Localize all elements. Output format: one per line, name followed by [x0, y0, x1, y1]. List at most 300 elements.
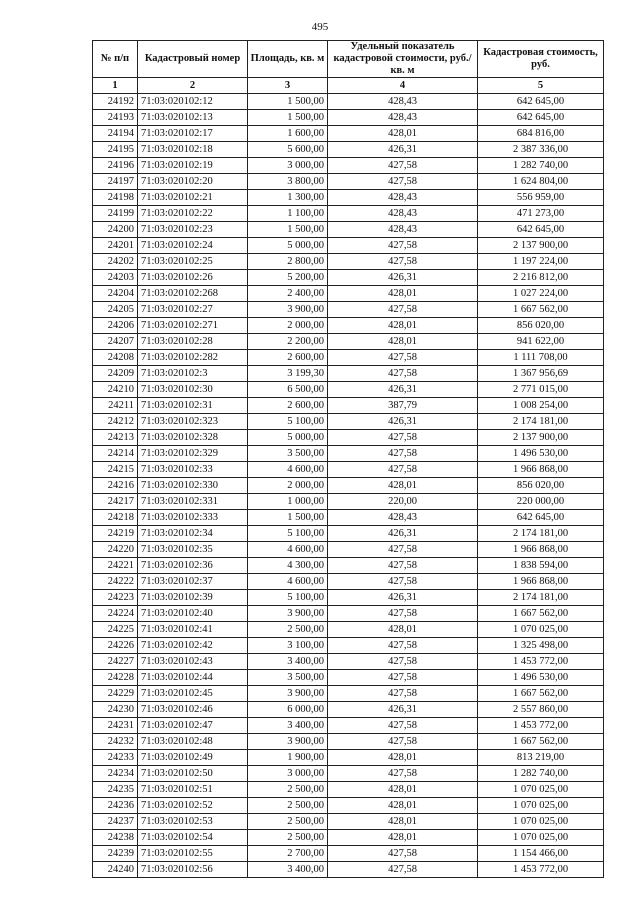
row-index-cell: 24223 — [93, 590, 138, 606]
row-index-cell: 24228 — [93, 670, 138, 686]
cadastral-number-cell: 71:03:020102:35 — [138, 542, 248, 558]
unit-value-cell: 427,58 — [328, 158, 478, 174]
cadastral-number-cell: 71:03:020102:39 — [138, 590, 248, 606]
area-cell: 5 000,00 — [248, 238, 328, 254]
cadastral-value-cell: 1 070 025,00 — [478, 798, 604, 814]
area-cell: 3 500,00 — [248, 670, 328, 686]
cadastral-value-cell: 1 070 025,00 — [478, 814, 604, 830]
unit-value-cell: 428,01 — [328, 750, 478, 766]
unit-value-cell: 426,31 — [328, 590, 478, 606]
cadastral-number-cell: 71:03:020102:55 — [138, 846, 248, 862]
cadastral-value-cell: 2 387 336,00 — [478, 142, 604, 158]
table-row — [93, 142, 604, 158]
cadastral-number-cell: 71:03:020102:12 — [138, 94, 248, 110]
row-index-cell: 24207 — [93, 334, 138, 350]
row-index-cell: 24227 — [93, 654, 138, 670]
column-number: 3 — [248, 78, 328, 94]
unit-value-cell: 426,31 — [328, 414, 478, 430]
unit-value-cell: 428,01 — [328, 318, 478, 334]
area-cell: 2 200,00 — [248, 334, 328, 350]
table-row — [93, 270, 604, 286]
area-cell: 4 600,00 — [248, 574, 328, 590]
cadastral-number-cell: 71:03:020102:40 — [138, 606, 248, 622]
table-row — [93, 222, 604, 238]
row-index-cell: 24237 — [93, 814, 138, 830]
cadastral-value-cell: 1 496 530,00 — [478, 446, 604, 462]
row-index-cell: 24233 — [93, 750, 138, 766]
cadastral-value-cell: 642 645,00 — [478, 222, 604, 238]
cadastral-value-cell: 1 325 498,00 — [478, 638, 604, 654]
row-index-cell: 24206 — [93, 318, 138, 334]
cadastral-value-cell: 2 174 181,00 — [478, 414, 604, 430]
table-row — [93, 318, 604, 334]
cadastral-number-cell: 71:03:020102:47 — [138, 718, 248, 734]
table-row — [93, 286, 604, 302]
table-row — [93, 478, 604, 494]
cadastral-number-cell: 71:03:020102:54 — [138, 830, 248, 846]
area-cell: 2 000,00 — [248, 478, 328, 494]
row-index-cell: 24209 — [93, 366, 138, 382]
table-row — [93, 382, 604, 398]
cadastral-number-cell: 71:03:020102:333 — [138, 510, 248, 526]
row-index-cell: 24199 — [93, 206, 138, 222]
cadastral-value-cell: 2 216 812,00 — [478, 270, 604, 286]
unit-value-cell: 427,58 — [328, 350, 478, 366]
table-row — [93, 574, 604, 590]
unit-value-cell: 428,01 — [328, 830, 478, 846]
cadastral-value-cell: 1 197 224,00 — [478, 254, 604, 270]
table-row — [93, 446, 604, 462]
table-row — [93, 430, 604, 446]
table-row — [93, 414, 604, 430]
cadastral-number-cell: 71:03:020102:49 — [138, 750, 248, 766]
cadastral-value-cell: 856 020,00 — [478, 478, 604, 494]
unit-value-cell: 428,43 — [328, 206, 478, 222]
area-cell: 1 500,00 — [248, 94, 328, 110]
area-cell: 2 500,00 — [248, 814, 328, 830]
unit-value-cell: 428,01 — [328, 622, 478, 638]
cadastral-value-cell: 941 622,00 — [478, 334, 604, 350]
unit-value-cell: 428,01 — [328, 814, 478, 830]
area-cell: 1 500,00 — [248, 222, 328, 238]
unit-value-cell: 428,43 — [328, 94, 478, 110]
cadastral-value-cell: 1 111 708,00 — [478, 350, 604, 366]
unit-value-cell: 428,01 — [328, 782, 478, 798]
row-index-cell: 24240 — [93, 862, 138, 878]
header-index: № п/п — [93, 41, 138, 78]
cadastral-number-cell: 71:03:020102:45 — [138, 686, 248, 702]
cadastral-value-cell: 471 273,00 — [478, 206, 604, 222]
area-cell: 3 000,00 — [248, 158, 328, 174]
cadastral-number-cell: 71:03:020102:33 — [138, 462, 248, 478]
cadastral-number-cell: 71:03:020102:21 — [138, 190, 248, 206]
unit-value-cell: 427,58 — [328, 638, 478, 654]
unit-value-cell: 428,43 — [328, 110, 478, 126]
area-cell: 1 300,00 — [248, 190, 328, 206]
area-cell: 2 400,00 — [248, 286, 328, 302]
column-number: 4 — [328, 78, 478, 94]
cadastral-value-cell: 1 624 804,00 — [478, 174, 604, 190]
cadastral-number-cell: 71:03:020102:282 — [138, 350, 248, 366]
row-index-cell: 24195 — [93, 142, 138, 158]
table-row — [93, 766, 604, 782]
area-cell: 3 900,00 — [248, 606, 328, 622]
table-row — [93, 670, 604, 686]
area-cell: 1 500,00 — [248, 510, 328, 526]
row-index-cell: 24239 — [93, 846, 138, 862]
row-index-cell: 24231 — [93, 718, 138, 734]
column-number: 1 — [93, 78, 138, 94]
area-cell: 4 600,00 — [248, 462, 328, 478]
area-cell: 1 500,00 — [248, 110, 328, 126]
table-row — [93, 750, 604, 766]
area-cell: 2 600,00 — [248, 350, 328, 366]
unit-value-cell: 427,58 — [328, 670, 478, 686]
area-cell: 3 400,00 — [248, 862, 328, 878]
cadastral-number-cell: 71:03:020102:50 — [138, 766, 248, 782]
row-index-cell: 24234 — [93, 766, 138, 782]
row-index-cell: 24200 — [93, 222, 138, 238]
unit-value-cell: 428,01 — [328, 286, 478, 302]
area-cell: 3 400,00 — [248, 718, 328, 734]
table-row — [93, 622, 604, 638]
table-row — [93, 718, 604, 734]
cadastral-number-cell: 71:03:020102:56 — [138, 862, 248, 878]
area-cell: 1 000,00 — [248, 494, 328, 510]
cadastral-number-cell: 71:03:020102:26 — [138, 270, 248, 286]
unit-value-cell: 427,58 — [328, 174, 478, 190]
table-row — [93, 638, 604, 654]
table-row — [93, 798, 604, 814]
unit-value-cell: 427,58 — [328, 238, 478, 254]
unit-value-cell: 428,43 — [328, 222, 478, 238]
row-index-cell: 24213 — [93, 430, 138, 446]
row-index-cell: 24212 — [93, 414, 138, 430]
row-index-cell: 24232 — [93, 734, 138, 750]
cadastral-value-cell: 1 966 868,00 — [478, 462, 604, 478]
row-index-cell: 24214 — [93, 446, 138, 462]
unit-value-cell: 427,58 — [328, 574, 478, 590]
cadastral-number-cell: 71:03:020102:20 — [138, 174, 248, 190]
unit-value-cell: 427,58 — [328, 846, 478, 862]
area-cell: 5 600,00 — [248, 142, 328, 158]
row-index-cell: 24238 — [93, 830, 138, 846]
table-row — [93, 398, 604, 414]
table-row — [93, 814, 604, 830]
area-cell: 3 000,00 — [248, 766, 328, 782]
cadastral-value-cell: 1 453 772,00 — [478, 862, 604, 878]
table-row — [93, 846, 604, 862]
table-row — [93, 158, 604, 174]
area-cell: 3 900,00 — [248, 734, 328, 750]
cadastral-number-cell: 71:03:020102:36 — [138, 558, 248, 574]
unit-value-cell: 428,01 — [328, 478, 478, 494]
cadastral-number-cell: 71:03:020102:23 — [138, 222, 248, 238]
cadastral-number-cell: 71:03:020102:323 — [138, 414, 248, 430]
area-cell: 2 500,00 — [248, 798, 328, 814]
cadastral-number-cell: 71:03:020102:331 — [138, 494, 248, 510]
unit-value-cell: 427,58 — [328, 654, 478, 670]
row-index-cell: 24205 — [93, 302, 138, 318]
area-cell: 6 500,00 — [248, 382, 328, 398]
cadastral-value-cell: 1 453 772,00 — [478, 654, 604, 670]
area-cell: 3 800,00 — [248, 174, 328, 190]
cadastral-value-cell: 1 667 562,00 — [478, 302, 604, 318]
table-row — [93, 686, 604, 702]
area-cell: 5 100,00 — [248, 526, 328, 542]
cadastral-number-cell: 71:03:020102:43 — [138, 654, 248, 670]
area-cell: 1 100,00 — [248, 206, 328, 222]
cadastral-value-cell: 813 219,00 — [478, 750, 604, 766]
cadastral-value-cell: 2 174 181,00 — [478, 526, 604, 542]
cadastral-value-cell: 642 645,00 — [478, 510, 604, 526]
row-index-cell: 24198 — [93, 190, 138, 206]
cadastral-value-cell: 642 645,00 — [478, 110, 604, 126]
cadastral-value-cell: 856 020,00 — [478, 318, 604, 334]
table-row — [93, 734, 604, 750]
row-index-cell: 24220 — [93, 542, 138, 558]
unit-value-cell: 427,58 — [328, 462, 478, 478]
table-row — [93, 494, 604, 510]
unit-value-cell: 427,58 — [328, 430, 478, 446]
area-cell: 2 600,00 — [248, 398, 328, 414]
cadastral-value-cell: 1 070 025,00 — [478, 782, 604, 798]
column-number: 2 — [138, 78, 248, 94]
cadastral-value-cell: 2 137 900,00 — [478, 430, 604, 446]
row-index-cell: 24208 — [93, 350, 138, 366]
area-cell: 3 900,00 — [248, 302, 328, 318]
cadastral-number-cell: 71:03:020102:28 — [138, 334, 248, 350]
cadastral-value-cell: 2 771 015,00 — [478, 382, 604, 398]
unit-value-cell: 427,58 — [328, 734, 478, 750]
cadastral-value-cell: 1 282 740,00 — [478, 158, 604, 174]
area-cell: 3 100,00 — [248, 638, 328, 654]
cadastral-value-cell: 2 557 860,00 — [478, 702, 604, 718]
row-index-cell: 24192 — [93, 94, 138, 110]
table-row — [93, 702, 604, 718]
row-index-cell: 24229 — [93, 686, 138, 702]
area-cell: 2 800,00 — [248, 254, 328, 270]
row-index-cell: 24216 — [93, 478, 138, 494]
row-index-cell: 24224 — [93, 606, 138, 622]
cadastral-number-cell: 71:03:020102:30 — [138, 382, 248, 398]
table-row — [93, 254, 604, 270]
unit-value-cell: 427,58 — [328, 606, 478, 622]
unit-value-cell: 387,79 — [328, 398, 478, 414]
cadastral-value-cell: 1 667 562,00 — [478, 606, 604, 622]
table-row — [93, 558, 604, 574]
row-index-cell: 24218 — [93, 510, 138, 526]
unit-value-cell: 427,58 — [328, 686, 478, 702]
area-cell: 2 500,00 — [248, 622, 328, 638]
area-cell: 3 400,00 — [248, 654, 328, 670]
row-index-cell: 24193 — [93, 110, 138, 126]
header-unit-value: Удельный показатель кадастровой стоимости, руб./кв. м — [328, 41, 478, 78]
cadastral-number-cell: 71:03:020102:52 — [138, 798, 248, 814]
cadastral-value-cell: 1 282 740,00 — [478, 766, 604, 782]
cadastral-number-cell: 71:03:020102:41 — [138, 622, 248, 638]
column-number: 5 — [478, 78, 604, 94]
unit-value-cell: 426,31 — [328, 382, 478, 398]
table-row — [93, 334, 604, 350]
area-cell: 5 000,00 — [248, 430, 328, 446]
cadastral-value-cell: 1 027 224,00 — [478, 286, 604, 302]
cadastral-number-cell: 71:03:020102:328 — [138, 430, 248, 446]
cadastral-value-cell: 1 838 594,00 — [478, 558, 604, 574]
cadastral-value-cell: 2 137 900,00 — [478, 238, 604, 254]
cadastral-number-cell: 71:03:020102:34 — [138, 526, 248, 542]
cadastral-number-cell: 71:03:020102:27 — [138, 302, 248, 318]
cadastral-number-cell: 71:03:020102:19 — [138, 158, 248, 174]
cadastral-value-cell: 1 154 466,00 — [478, 846, 604, 862]
unit-value-cell: 428,01 — [328, 334, 478, 350]
unit-value-cell: 428,01 — [328, 798, 478, 814]
area-cell: 2 500,00 — [248, 830, 328, 846]
header-cadastral-number: Кадастровый номер — [138, 41, 248, 78]
cadastral-value-cell: 684 816,00 — [478, 126, 604, 142]
column-number-row — [93, 78, 604, 94]
unit-value-cell: 427,58 — [328, 766, 478, 782]
cadastral-number-cell: 71:03:020102:44 — [138, 670, 248, 686]
area-cell: 1 600,00 — [248, 126, 328, 142]
cadastral-number-cell: 71:03:020102:3 — [138, 366, 248, 382]
cadastral-value-cell: 556 959,00 — [478, 190, 604, 206]
cadastral-number-cell: 71:03:020102:22 — [138, 206, 248, 222]
area-cell: 5 100,00 — [248, 414, 328, 430]
unit-value-cell: 220,00 — [328, 494, 478, 510]
cadastral-value-cell: 642 645,00 — [478, 94, 604, 110]
cadastral-number-cell: 71:03:020102:31 — [138, 398, 248, 414]
cadastral-number-cell: 71:03:020102:17 — [138, 126, 248, 142]
cadastral-number-cell: 71:03:020102:13 — [138, 110, 248, 126]
table-row — [93, 510, 604, 526]
table-row — [93, 782, 604, 798]
area-cell: 2 500,00 — [248, 782, 328, 798]
row-index-cell: 24217 — [93, 494, 138, 510]
table-row — [93, 94, 604, 110]
cadastral-number-cell: 71:03:020102:330 — [138, 478, 248, 494]
cadastral-number-cell: 71:03:020102:46 — [138, 702, 248, 718]
table-row — [93, 654, 604, 670]
row-index-cell: 24203 — [93, 270, 138, 286]
cadastral-value-cell: 1 070 025,00 — [478, 622, 604, 638]
row-index-cell: 24201 — [93, 238, 138, 254]
table-row — [93, 366, 604, 382]
cadastral-number-cell: 71:03:020102:25 — [138, 254, 248, 270]
row-index-cell: 24222 — [93, 574, 138, 590]
cadastral-value-cell: 1 966 868,00 — [478, 574, 604, 590]
unit-value-cell: 426,31 — [328, 270, 478, 286]
unit-value-cell: 427,58 — [328, 366, 478, 382]
cadastral-value-cell: 1 966 868,00 — [478, 542, 604, 558]
table-row — [93, 606, 604, 622]
row-index-cell: 24197 — [93, 174, 138, 190]
cadastral-value-cell: 1 008 254,00 — [478, 398, 604, 414]
unit-value-cell: 427,58 — [328, 558, 478, 574]
unit-value-cell: 427,58 — [328, 254, 478, 270]
table-row — [93, 190, 604, 206]
cadastral-number-cell: 71:03:020102:48 — [138, 734, 248, 750]
cadastral-number-cell: 71:03:020102:53 — [138, 814, 248, 830]
area-cell: 3 900,00 — [248, 686, 328, 702]
page-number: 495 — [311, 21, 329, 33]
cadastral-value-cell: 1 070 025,00 — [478, 830, 604, 846]
area-cell: 3 199,30 — [248, 366, 328, 382]
table-row — [93, 206, 604, 222]
area-cell: 3 500,00 — [248, 446, 328, 462]
area-cell: 5 200,00 — [248, 270, 328, 286]
unit-value-cell: 427,58 — [328, 302, 478, 318]
cadastral-value-cell: 220 000,00 — [478, 494, 604, 510]
table-row — [93, 862, 604, 878]
cadastral-number-cell: 71:03:020102:37 — [138, 574, 248, 590]
row-index-cell: 24196 — [93, 158, 138, 174]
unit-value-cell: 428,43 — [328, 190, 478, 206]
table-row — [93, 830, 604, 846]
area-cell: 5 100,00 — [248, 590, 328, 606]
unit-value-cell: 427,58 — [328, 446, 478, 462]
row-index-cell: 24226 — [93, 638, 138, 654]
area-cell: 6 000,00 — [248, 702, 328, 718]
row-index-cell: 24230 — [93, 702, 138, 718]
row-index-cell: 24194 — [93, 126, 138, 142]
area-cell: 2 700,00 — [248, 846, 328, 862]
table-row — [93, 302, 604, 318]
unit-value-cell: 426,31 — [328, 526, 478, 542]
cadastral-value-cell: 1 496 530,00 — [478, 670, 604, 686]
unit-value-cell: 428,01 — [328, 126, 478, 142]
row-index-cell: 24211 — [93, 398, 138, 414]
row-index-cell: 24210 — [93, 382, 138, 398]
cadastral-number-cell: 71:03:020102:24 — [138, 238, 248, 254]
cadastral-number-cell: 71:03:020102:271 — [138, 318, 248, 334]
row-index-cell: 24204 — [93, 286, 138, 302]
table-row — [93, 350, 604, 366]
unit-value-cell: 427,58 — [328, 718, 478, 734]
cadastral-number-cell: 71:03:020102:18 — [138, 142, 248, 158]
area-cell: 4 600,00 — [248, 542, 328, 558]
table-row — [93, 238, 604, 254]
cadastral-number-cell: 71:03:020102:51 — [138, 782, 248, 798]
cadastral-number-cell: 71:03:020102:42 — [138, 638, 248, 654]
header-area: Площадь, кв. м — [248, 41, 328, 78]
cadastral-number-cell: 71:03:020102:329 — [138, 446, 248, 462]
cadastral-value-cell: 1 367 956,69 — [478, 366, 604, 382]
table-row — [93, 126, 604, 142]
cadastral-value-cell: 2 174 181,00 — [478, 590, 604, 606]
table-row — [93, 110, 604, 126]
unit-value-cell: 426,31 — [328, 142, 478, 158]
row-index-cell: 24219 — [93, 526, 138, 542]
header-cadastral-value: Кадастровая стоимость, руб. — [478, 41, 604, 78]
unit-value-cell: 428,43 — [328, 510, 478, 526]
unit-value-cell: 426,31 — [328, 702, 478, 718]
row-index-cell: 24202 — [93, 254, 138, 270]
cadastral-value-cell: 1 667 562,00 — [478, 734, 604, 750]
header-row — [93, 41, 604, 78]
table-row — [93, 542, 604, 558]
row-index-cell: 24225 — [93, 622, 138, 638]
area-cell: 2 000,00 — [248, 318, 328, 334]
table-row — [93, 526, 604, 542]
cadastral-value-table — [92, 40, 604, 878]
table-row — [93, 174, 604, 190]
row-index-cell: 24236 — [93, 798, 138, 814]
row-index-cell: 24215 — [93, 462, 138, 478]
area-cell: 4 300,00 — [248, 558, 328, 574]
row-index-cell: 24235 — [93, 782, 138, 798]
cadastral-value-cell: 1 667 562,00 — [478, 686, 604, 702]
